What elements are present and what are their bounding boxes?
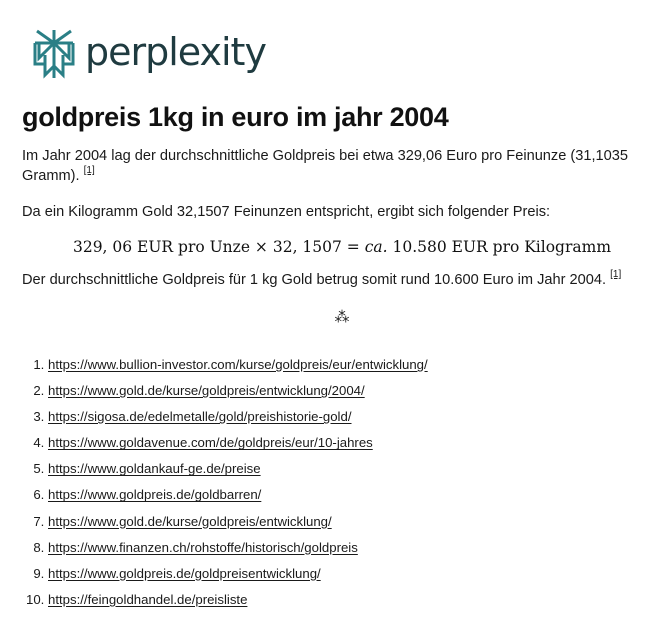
list-item bbox=[48, 404, 662, 430]
paragraph-summary bbox=[22, 270, 662, 290]
formula-right: 10.580 EUR pro Kilogramm bbox=[387, 238, 612, 256]
sources-list bbox=[22, 352, 662, 613]
source-link[interactable]: https://www.gold.de/kurse/goldpreis/entwicklung/ bbox=[48, 513, 332, 529]
answer-page bbox=[22, 26, 662, 613]
logo-text: perplexity bbox=[85, 30, 266, 74]
source-link[interactable]: https://www.gold.de/kurse/goldpreis/entwicklung/2004/ bbox=[48, 383, 365, 399]
asterism-separator: ⁂ bbox=[334, 308, 350, 326]
paragraph-text: Der durchschnittliche Goldpreis für 1 kg Gold betrug somit rund 10.600 Euro im Jahr 2004. bbox=[22, 272, 607, 288]
list-item bbox=[48, 535, 662, 561]
list-item bbox=[48, 587, 662, 613]
list-item bbox=[48, 352, 662, 378]
paragraph-gold-price-2004 bbox=[22, 146, 662, 186]
page-title: goldpreis 1kg in euro im jahr 2004 bbox=[22, 102, 449, 132]
source-link[interactable]: https://www.goldavenue.com/de/goldpreis/eur/10-jahres bbox=[48, 435, 373, 451]
source-link[interactable]: https://www.goldankauf-ge.de/preise bbox=[48, 461, 261, 477]
formula-left: 329, 06 EUR pro Unze × 32, 1507 = bbox=[72, 238, 365, 256]
citation-link[interactable]: [1] bbox=[610, 269, 622, 280]
citation[interactable] bbox=[84, 165, 95, 176]
source-link[interactable]: https://feingoldhandel.de/preisliste bbox=[48, 591, 248, 607]
list-item bbox=[48, 456, 662, 482]
source-link[interactable]: https://www.finanzen.ch/rohstoffe/historisch/goldpreis bbox=[48, 539, 358, 555]
perplexity-logo[interactable] bbox=[31, 26, 662, 82]
formula-ca: ca. bbox=[364, 238, 388, 256]
source-link[interactable]: https://sigosa.de/edelmetalle/gold/preishistorie-gold/ bbox=[48, 409, 352, 425]
paragraph-text: Im Jahr 2004 lag der durchschnittliche Goldpreis bei etwa 329,06 Euro pro Feinunze (31,1035 Gramm). bbox=[22, 148, 629, 184]
list-item bbox=[48, 482, 662, 508]
perplexity-logo-icon bbox=[31, 28, 77, 80]
list-item bbox=[48, 378, 662, 404]
price-formula bbox=[22, 236, 662, 258]
source-link[interactable]: https://www.bullion-investor.com/kurse/goldpreis/eur/entwicklung/ bbox=[48, 357, 428, 372]
list-item bbox=[48, 430, 662, 456]
list-item bbox=[48, 509, 662, 535]
citation-link[interactable]: [1] bbox=[83, 165, 95, 176]
source-link[interactable]: https://www.goldpreis.de/goldbarren/ bbox=[48, 487, 262, 503]
source-link[interactable]: https://www.goldpreis.de/goldpreisentwicklung/ bbox=[48, 565, 321, 581]
paragraph-kilogram-conversion: Da ein Kilogramm Gold 32,1507 Feinunzen entspricht, ergibt sich folgender Preis: bbox=[22, 204, 551, 220]
citation[interactable] bbox=[610, 269, 621, 280]
list-item bbox=[48, 561, 662, 587]
